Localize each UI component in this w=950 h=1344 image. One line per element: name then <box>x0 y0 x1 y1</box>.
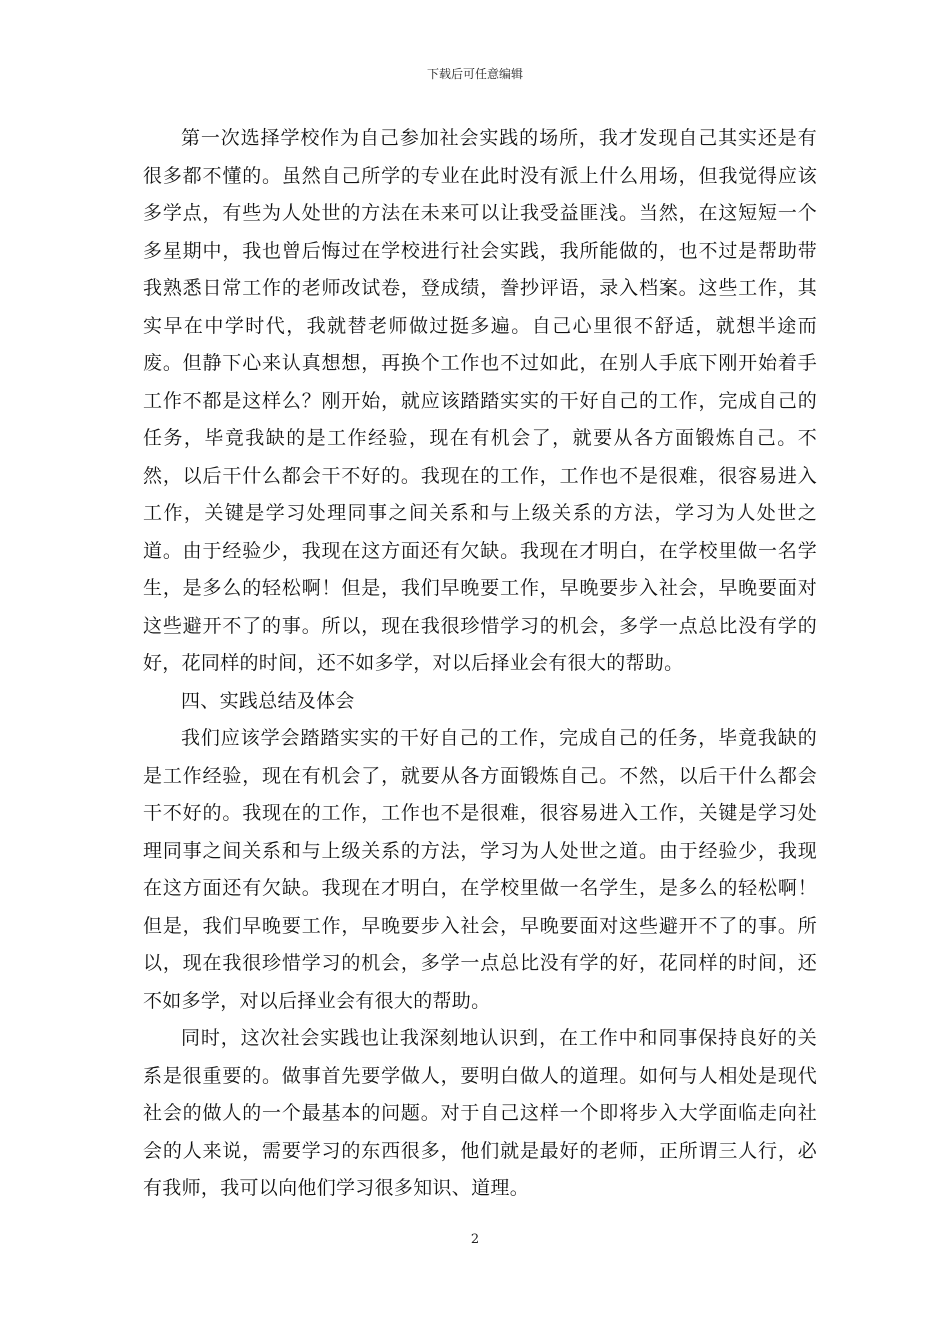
page-header: 下载后可任意编辑 <box>426 67 523 81</box>
document-body <box>143 120 817 1208</box>
paragraph-summary: 我们应该学会踏踏实实的干好自己的工作，完成自己的任务，毕竟我缺的是工作经验，现在有机会了，就要从各方面锻炼自己。不然，以后干什么都会干不好的。我现在的工作，工作也不是很难，很容易进入工作，关键是学习处理同事之间关系和与上级关系的方法，学习为人处世之道。由于经验少，我现在这方面还有欠缺。我现在才明白，在学校里做一名学生，是多么的轻松啊！但是，我们早晚要工作，早晚要步入社会，早晚要面对这些避开不了的事。所以，现在我很珍惜学习的机会，多学一点总比没有学的好，花同样的时间，还不如多学，对以后择业会有很大的帮助。 <box>143 727 817 1012</box>
paragraph-colleague-relations: 同时，这次社会实践也让我深刻地认识到，在工作中和同事保持良好的关系是很重要的。做事首先要学做人，要明白做人的道理。如何与人相处是现代社会的做人的一个最基本的问题。对于自己这样一个即将步入大学面临走向社会的人来说，需要学习的东西很多，他们就是最好的老师，正所谓三人行，必有我师，我可以向他们学习很多知识、道理。 <box>143 1027 817 1199</box>
section-heading-summary: 四、实践总结及体会 <box>181 689 355 712</box>
paragraph-practice-reflection: 第一次选择学校作为自己参加社会实践的场所，我才发现自己其实还是有很多都不懂的。虽然自己所学的专业在此时没有派上什么用场，但我觉得应该多学点，有些为人处世的方法在未来可以让我受益匪浅。当然，在这短短一个多星期中，我也曾后悔过在学校进行社会实践，我所能做的，也不过是帮助带我熟悉日常工作的老师改试卷，登成绩，誊抄评语，录入档案。这些工作，其实早在中学时代，我就替老师做过挺多遍。自己心里很不舒适，就想半途而废。但静下心来认真想想，再换个工作也不过如此，在别人手底下刚开始着手工作不都是这样么？刚开始，就应该踏踏实实的干好自己的工作，完成自己的任务，毕竟我缺的是工作经验，现在有机会了，就要从各方面锻炼自己。不然，以后干什么都会干不好的。我现在的工作，工作也不是很难，很容易进入工作，关键是学习处理同事之间关系和与上级关系的方法，学习为人处世之道。由于经验少，我现在这方面还有欠缺。我现在才明白，在学校里做一名学生，是多么的轻松啊！但是，我们早晚要工作，早晚要步入社会，早晚要面对这些避开不了的事。所以，现在我很珍惜学习的机会，多学一点总比没有学的好，花同样的时间，还不如多学，对以后择业会有很大的帮助。 <box>143 127 817 674</box>
page-number: 2 <box>470 1232 480 1247</box>
